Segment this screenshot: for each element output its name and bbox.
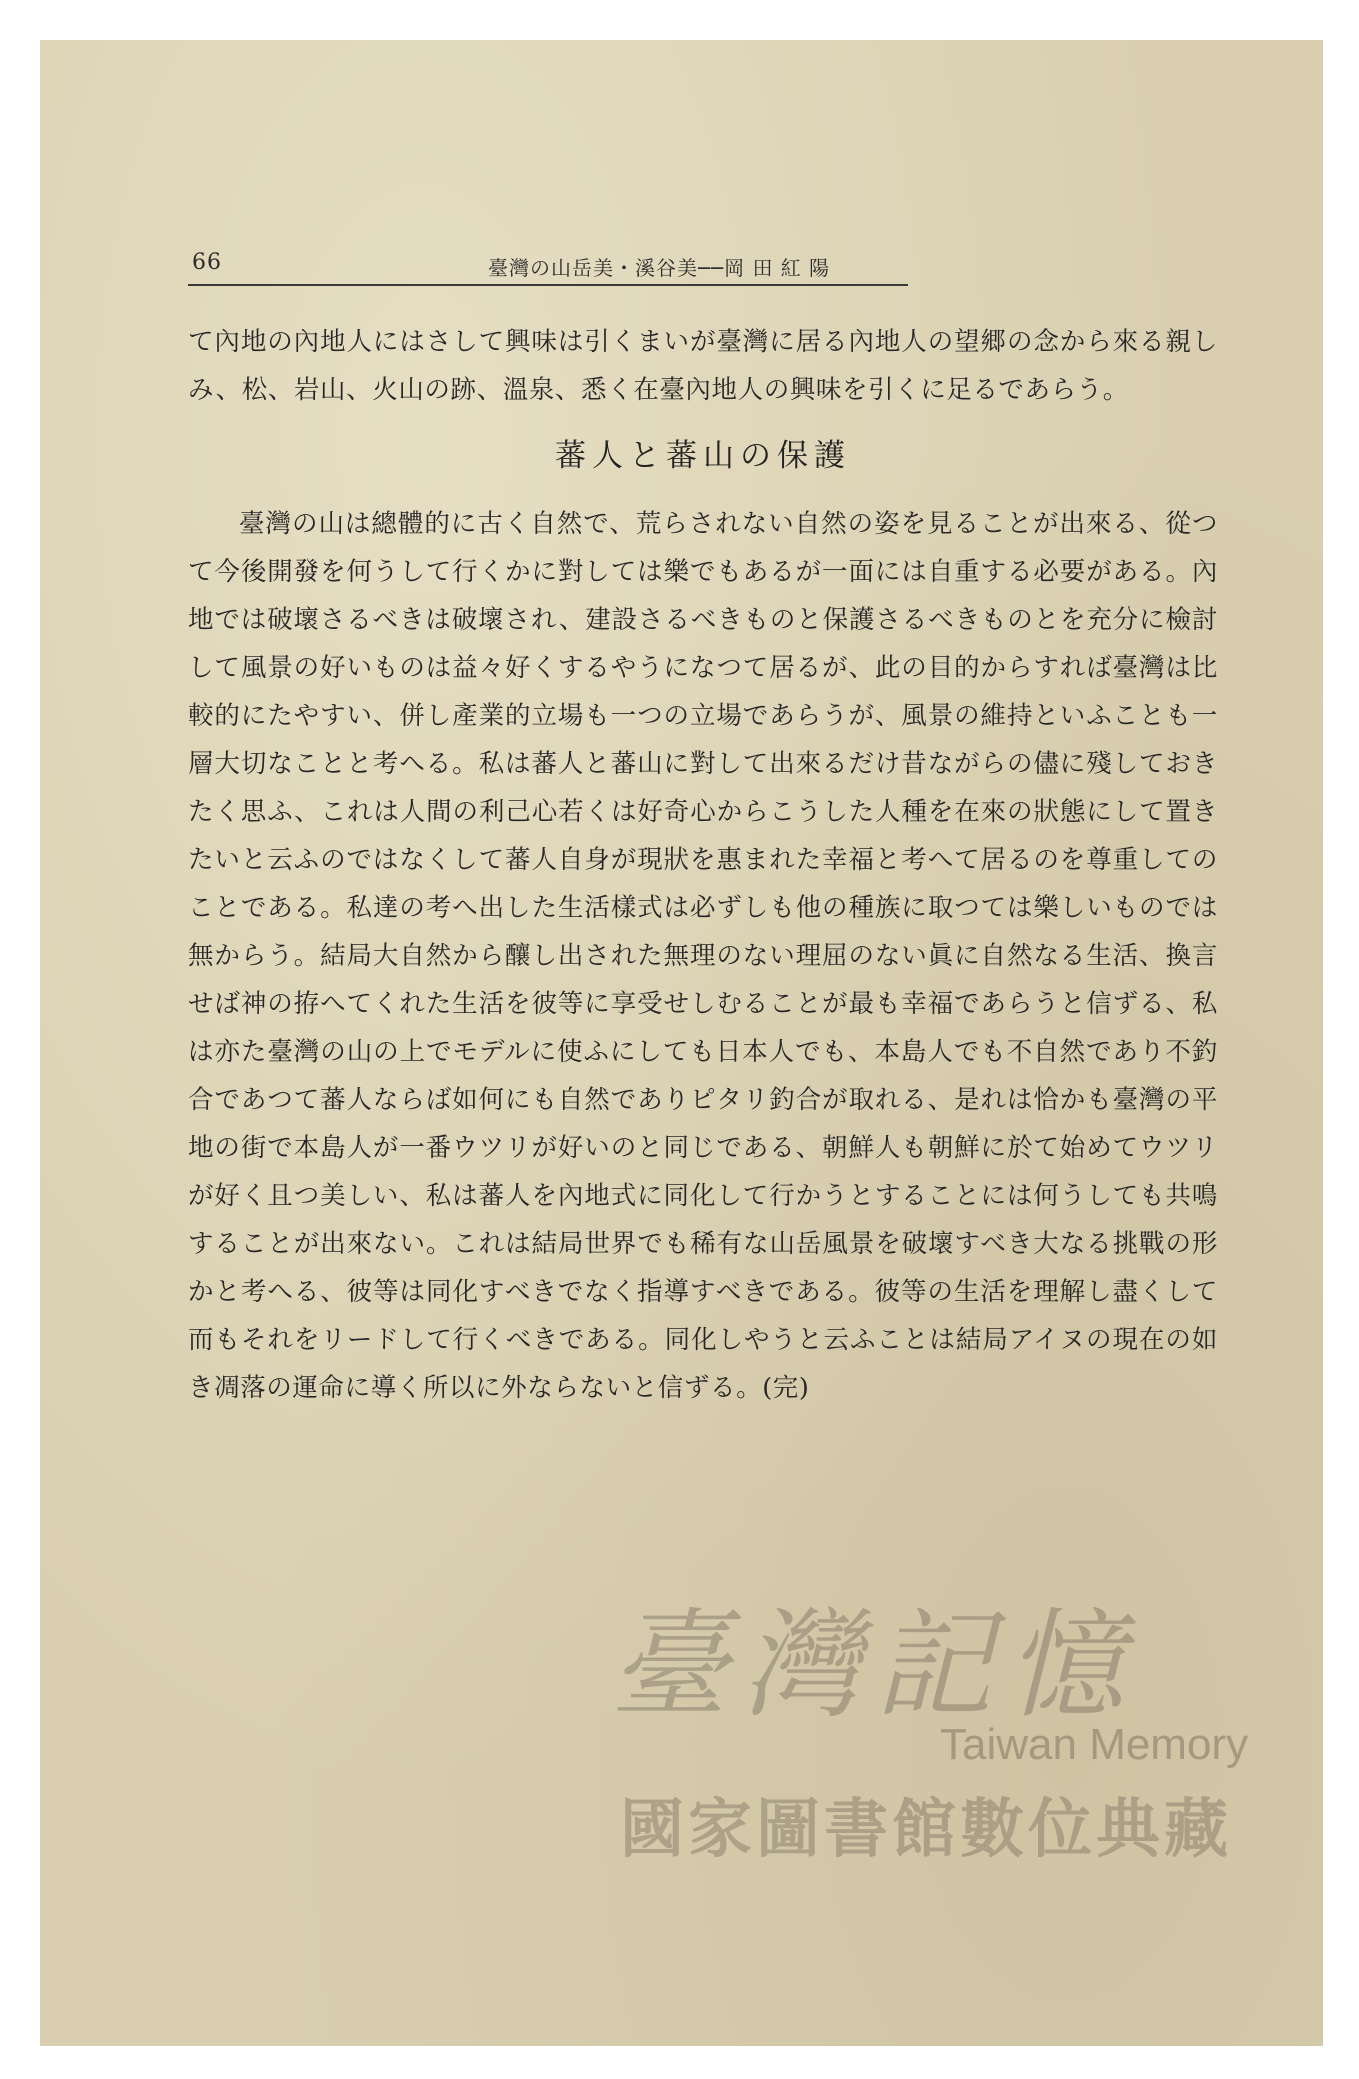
section-heading: 蕃人と蕃山の保護 <box>555 438 851 474</box>
running-title: 臺灣の山岳美・溪谷美──岡 田 紅 陽 <box>488 256 831 280</box>
watermark-organization-text: 國家圖書館數位典藏 <box>620 1793 1232 1867</box>
watermark-latin-text: Taiwan Memory <box>940 1720 1249 1769</box>
watermark-script-text: 臺灣記憶 <box>610 1596 1139 1734</box>
article-body <box>188 318 1218 1412</box>
page-number: 66 <box>192 250 222 275</box>
continued-paragraph: て內地の內地人にはさして興味は引くまいが臺灣に居る內地人の望郷の念から來る親しみ、松、岩山、火山の跡、溫泉、悉く在臺內地人の興味を引くに足るであらう。 <box>188 327 1218 405</box>
page-header <box>188 248 908 286</box>
body-paragraph: 臺灣の山は總體的に古く自然で、荒らされない自然の姿を見ることが出來る、從つて今後開發を何うして行くかに對しては樂でもあるが一面には自重する必要がある。內地では破壞さるべきは破壞され、建設さるべきものと保護さるべきものとを充分に檢討して風景の好いものは益々好くするやうになつて居るが、此の目的からすれば臺灣は比較的にたやすい、併し產業的立場も一つの立場であらうが、風景の維持といふことも一層大切なことと考へる。私は蕃人と蕃山に對して出來るだけ昔ながらの儘に殘しておきたく思ふ、これは人間の利己心若くは好奇心からこうした人種を在來の狀態にして置きたいと云ふのではなくして蕃人自身が現狀を惠まれた幸福と考へて居るのを尊重してのことである。私達の考へ出した生活樣式は必ずしも他の種族に取つては樂しいものでは無からう。結局大自然から釀し出された無理のない理屈のない眞に自然なる生活、換言せば神の拵へてくれた生活を彼等に享受せしむることが最も幸福であらうと信ずる、私は亦た臺灣の山の上でモデルに使ふにしても日本人でも、本島人でも不自然であり不釣合であつて蕃人ならば如何にも自然でありピタリ釣合が取れる、是れは恰かも臺灣の平地の街で本島人が一番ウツリが好いのと同じである、朝鮮人も朝鮮に於て始めてウツリが好く且つ美しい、私は蕃人を內地式に同化して行かうとすることには何うしても共鳴することが出來ない。これは結局世界でも稀有な山岳風景を破壞すべき大なる挑戰の形かと考へる、彼等は同化すべきでなく指導すべきである。彼等の生活を理解し盡くして而もそれをリードして行くべきである。同化しやうと云ふことは結局アイヌの現在の如き凋落の運命に導く所以に外ならないと信ずる。(完) <box>188 509 1218 1403</box>
